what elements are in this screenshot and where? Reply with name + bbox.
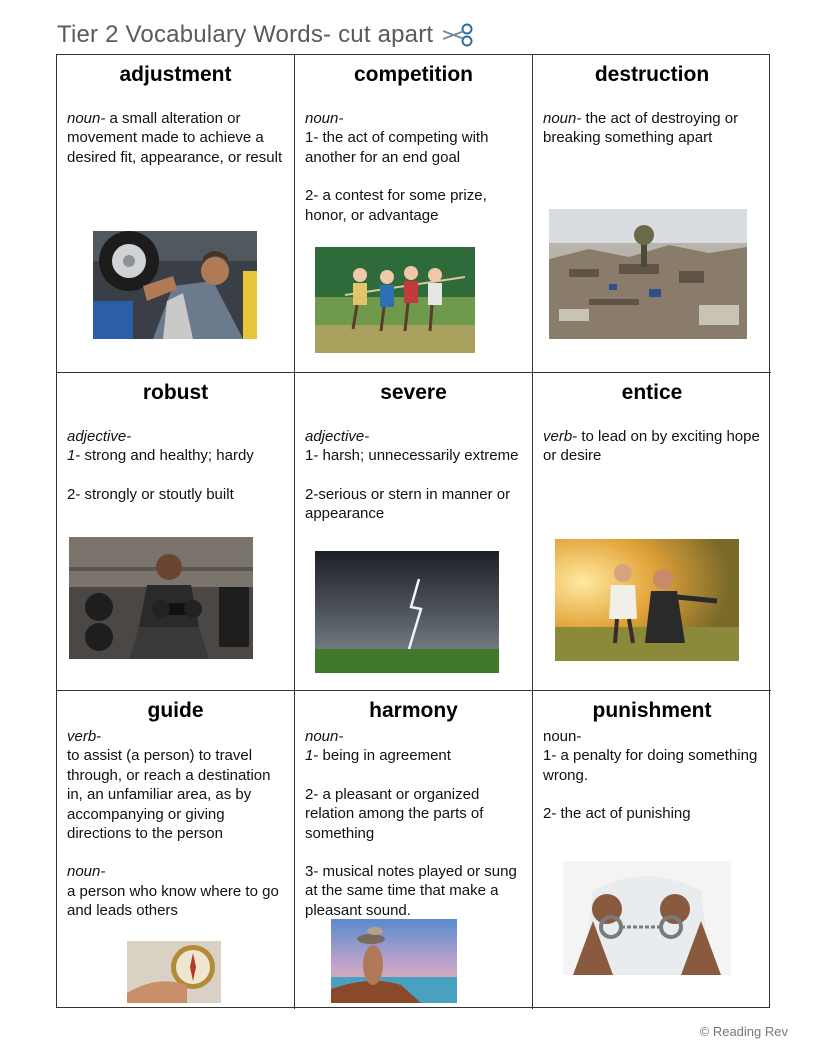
card-word: adjustment [119,63,232,86]
card-adjustment [57,55,295,373]
card-definition: adjective- 1- strong and healthy; hardy 2- strongly or stoutly built [67,428,254,503]
page-title [57,18,475,52]
card-definition: noun- 1- being in agreement 2- a pleasant or organized relation among the parts of something 3- musical notes played or sung at the same time that make a pleasant sound. [305,728,517,919]
card-word: harmony [369,699,458,722]
card-word: robust [142,381,209,404]
card-word: destruction [594,63,710,86]
card-robust [57,373,295,691]
mother-child-field-image [555,539,739,661]
card-guide [57,691,295,1009]
card-destruction [533,55,771,373]
card-definition: noun- a small alteration or movement made to achieve a desired fit, appearance, or result [67,110,283,166]
scissors-icon [441,22,475,48]
card-harmony [295,691,533,1009]
card-definition: verb- to assist (a person) to travel through, or reach a destination in, an unfamiliar area, as by accompanying or giving directions to the person noun- a person who know where to go and leads others [67,728,279,920]
compass-image [127,941,221,1003]
card-definition: verb- to lead on by exciting hope or desire [543,428,760,465]
card-competition [295,55,533,373]
card-word: punishment [592,699,712,722]
balanced-stones-image [331,919,457,1003]
card-word: severe [380,381,447,404]
page-title-text: Tier 2 Vocabulary Words- cut apart [57,21,434,48]
tug-of-war-image [315,247,475,353]
lightning-storm-image [315,551,499,673]
card-severe [295,373,533,691]
weightlifter-image [69,537,253,659]
card-word: competition [354,63,473,86]
card-definition: noun- 1- a penalty for doing something wrong. 2- the act of punishing [543,728,758,823]
handcuffs-image [563,861,731,975]
copyright-footer: © Reading Rev [699,1024,788,1039]
card-word: guide [147,699,204,722]
vocabulary-grid [56,54,770,1008]
card-definition: adjective- 1- harsh; unnecessarily extreme 2-serious or stern in manner or appearance [305,428,519,523]
card-definition: noun- the act of destroying or breaking something apart [543,110,739,147]
mechanic-image [93,231,257,339]
card-entice [533,373,771,691]
debris-image [549,209,747,339]
card-definition: noun- 1- the act of competing with another for an end goal 2- a contest for some prize, honor, or advantage [305,110,489,224]
card-word: entice [621,381,683,404]
card-punishment [533,691,771,1009]
